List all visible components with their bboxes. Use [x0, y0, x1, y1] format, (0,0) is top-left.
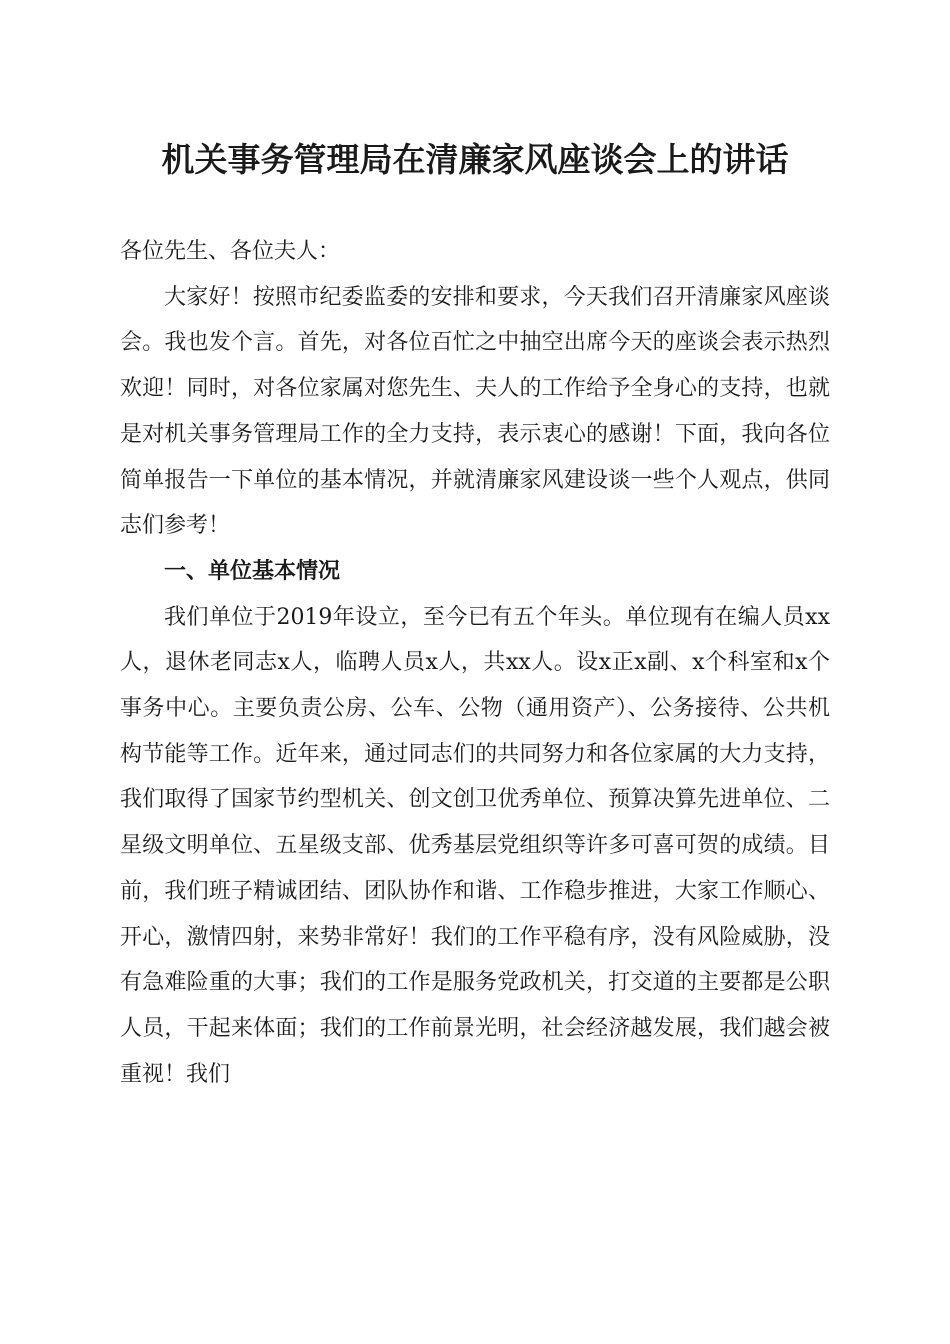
document-body	[120, 229, 830, 1097]
paragraph-opening: 大家好！按照市纪委监委的安排和要求，今天我们召开清廉家风座谈会。我也发个言。首先，对各位百忙之中抽空出席今天的座谈会表示热烈欢迎！同时，对各位家属对您先生、夫人的工作给予全身心的支持，也就是对机关事务管理局工作的全力支持，表示衷心的感谢！下面，我向各位简单报告一下单位的基本情况，并就清廉家风建设谈一些个人观点，供同志们参考！	[120, 284, 830, 539]
paragraph-unit-overview: 我们单位于2019年设立，至今已有五个年头。单位现有在编人员xx人，退休老同志x人，临聘人员x人，共xx人。设x正x副、x个科室和x个事务中心。主要负责公房、公车、公物（通用资产）、公务接待、公共机构节能等工作。近年来，通过同志们的共同努力和各位家属的大力支持，我们取得了国家节约型机关、创文创卫优秀单位、预算决算先进单位、二星级文明单位、五星级支部、优秀基层党组织等许多可喜可贺的成绩。目前，我们班子精诚团结、团队协作和谐、工作稳步推进，大家工作顺心、开心，激情四射，来势非常好！我们的工作平稳有序，没有风险威胁，没有急难险重的大事；我们的工作是服务党政机关，打交道的主要都是公职人员，干起来体面；我们的工作前景光明，社会经济越发展，我们越会被重视！我们	[120, 604, 830, 1087]
section-heading-unit-overview: 一、单位基本情况	[164, 558, 341, 584]
document-title: 机关事务管理局在清廉家风座谈会上的讲话	[161, 140, 789, 179]
salutation: 各位先生、各位夫人：	[120, 239, 341, 264]
